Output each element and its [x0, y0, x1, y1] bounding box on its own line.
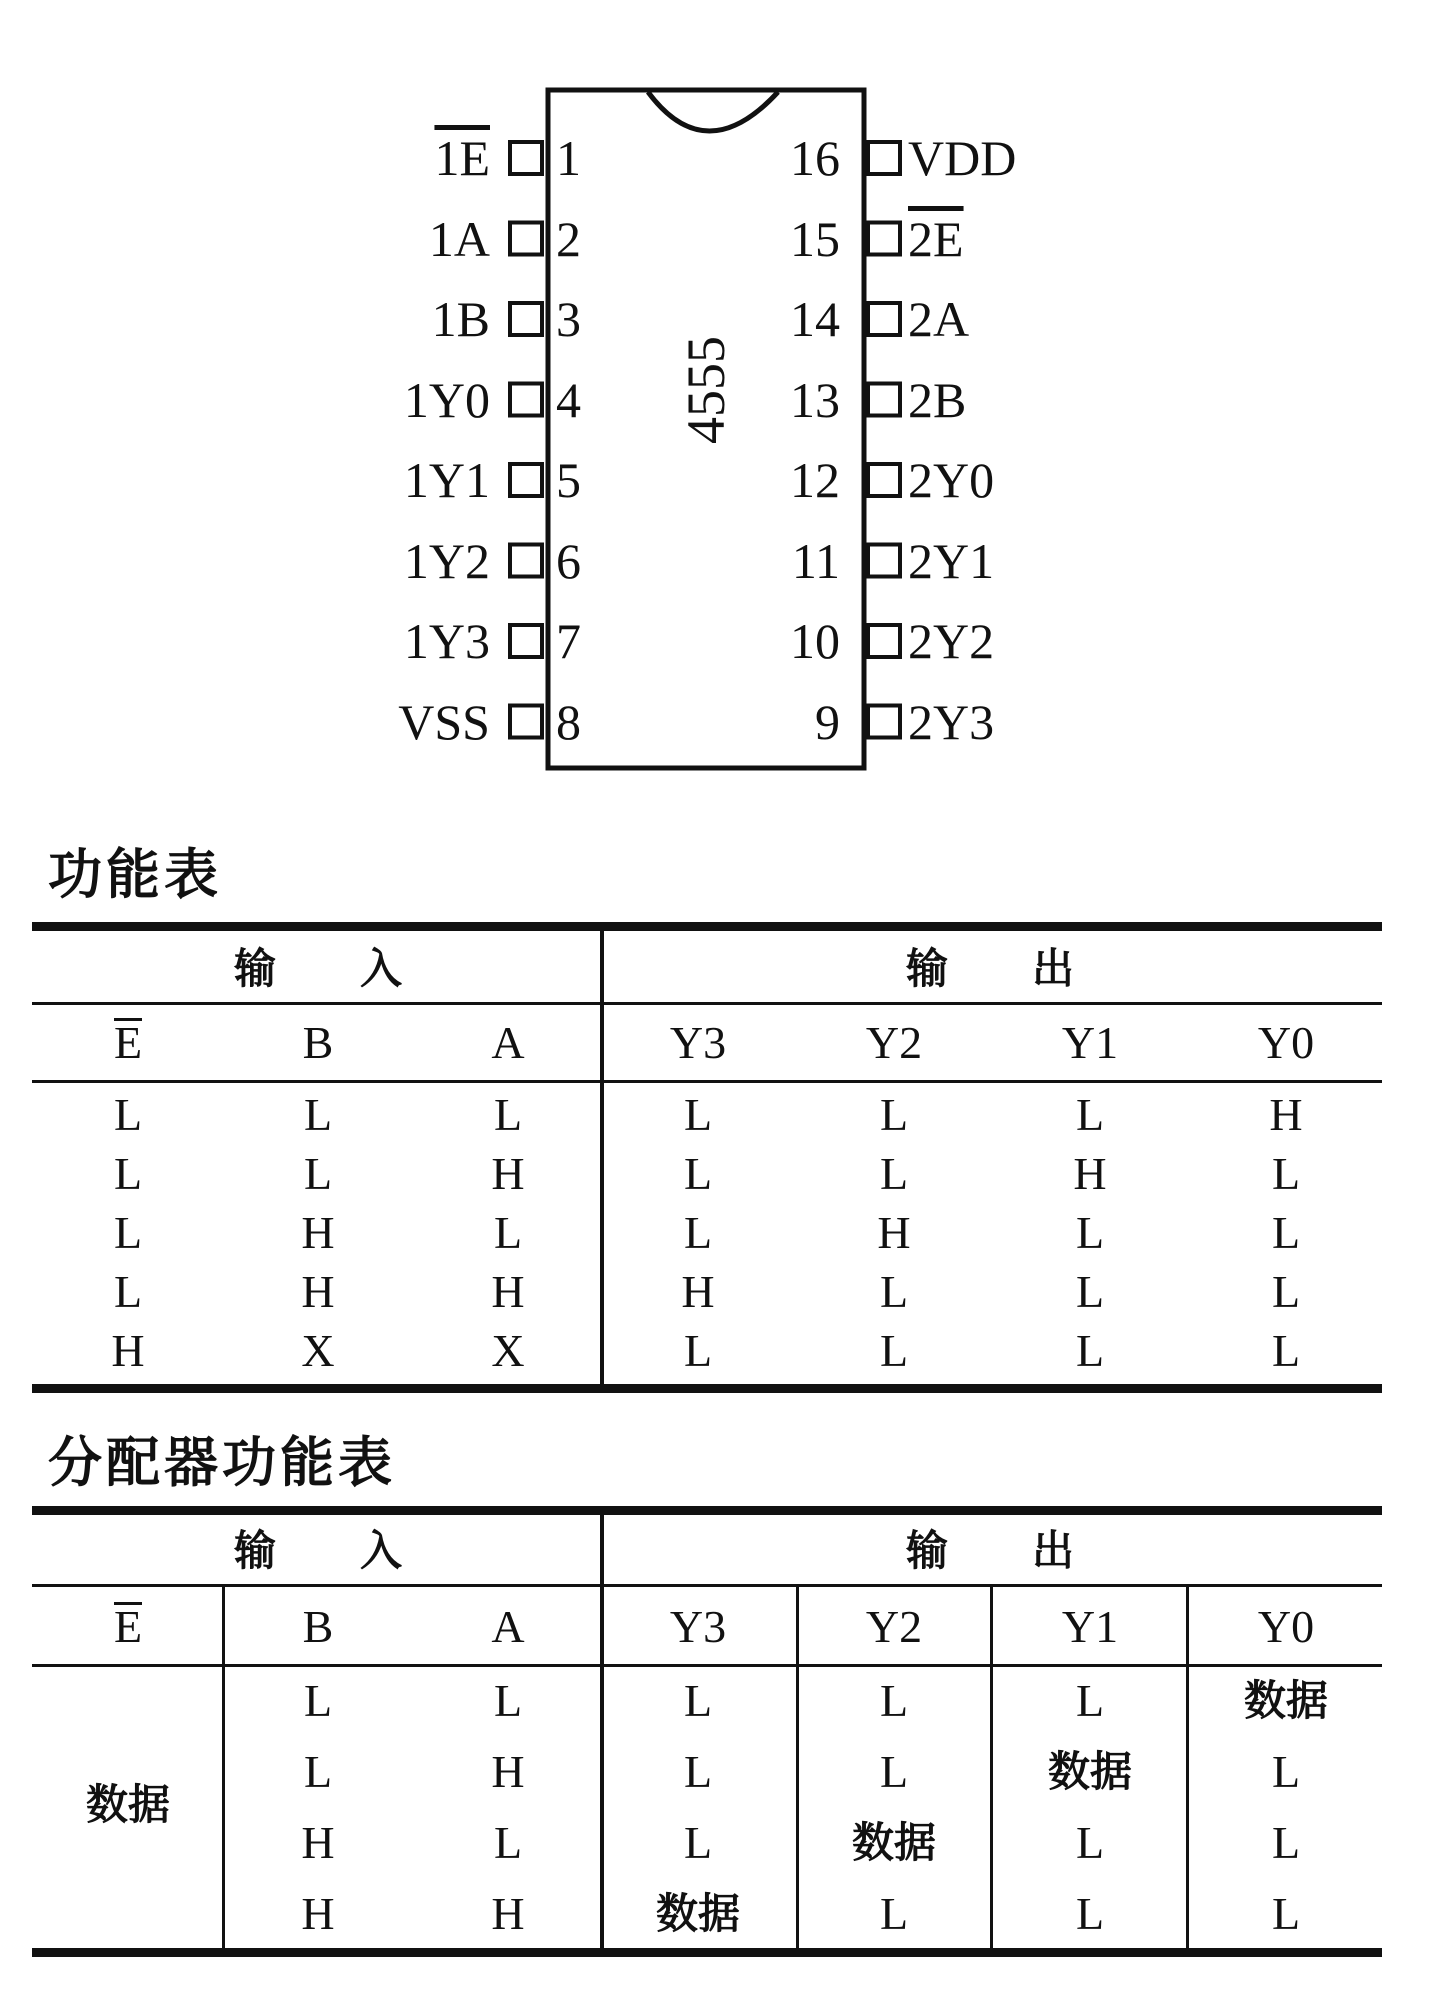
pin-box-right	[868, 142, 900, 174]
output-group-header: 输 出	[905, 944, 1074, 993]
table-cell: L	[113, 1266, 143, 1317]
table-cell: H	[491, 1266, 525, 1317]
header-rule	[32, 1002, 1382, 1005]
pin-number-left: 4	[556, 371, 581, 428]
table-cell: H	[301, 1888, 335, 1939]
table-cell: H	[301, 1817, 335, 1868]
pin-number-left: 6	[556, 532, 581, 589]
table-cell: L	[303, 1148, 333, 1199]
pin-label-left: 1Y0	[403, 371, 490, 428]
table-cell: L	[879, 1746, 909, 1797]
table-cell: L	[683, 1089, 713, 1140]
pin-number-right: 14	[790, 291, 840, 347]
pin-box-left	[510, 384, 542, 416]
y1-y0-divider	[1186, 1586, 1189, 1950]
pin-number-right: 11	[791, 532, 840, 589]
pin-label-right: 2A	[908, 291, 970, 347]
table-cell: H	[1269, 1089, 1303, 1140]
pin-box-right	[868, 545, 900, 577]
table-cell: L	[683, 1675, 713, 1726]
pin-number-left: 5	[556, 452, 581, 508]
table-cell: L	[113, 1207, 143, 1258]
table-cell: L	[1075, 1207, 1105, 1258]
header-rule	[32, 1584, 1382, 1587]
output-group-header: 输 出	[905, 1526, 1074, 1575]
table-cell: L	[879, 1888, 909, 1939]
pin-box-left	[510, 303, 542, 335]
table-cell: H	[877, 1207, 911, 1258]
table-cell: L	[1075, 1888, 1105, 1939]
pin-number-right: 10	[790, 613, 840, 669]
table-cell: L	[493, 1675, 523, 1726]
column-header: Y2	[865, 1017, 923, 1068]
pin-number-left: 8	[556, 693, 581, 750]
table-cell: L	[303, 1675, 333, 1726]
pin-box-left	[510, 142, 542, 174]
table-cell: L	[683, 1148, 713, 1199]
pin-label-right: VDD	[908, 130, 1017, 186]
column-header: Y1	[1061, 1601, 1119, 1652]
table-cell: L	[303, 1089, 333, 1140]
table-top-rule	[32, 1506, 1382, 1515]
pin-label-left: 1E	[434, 130, 490, 186]
chip-name: 4555	[676, 336, 736, 444]
pin-number-right: 15	[790, 210, 840, 267]
column-header-e: E	[113, 1601, 143, 1652]
pin-label-right: 2Y2	[908, 613, 995, 669]
table-cell: L	[1271, 1817, 1301, 1868]
e-data-cell: 数据	[85, 1780, 170, 1829]
column-header: B	[302, 1017, 334, 1068]
table-cell: L	[1075, 1266, 1105, 1317]
table-cell: H	[681, 1266, 715, 1317]
pin-number-left: 2	[556, 210, 581, 267]
y2-y1-divider	[990, 1586, 993, 1950]
table-cell: 数据	[1047, 1747, 1132, 1796]
column-header: A	[491, 1017, 525, 1068]
pin-box-right	[868, 384, 900, 416]
pin-box-right	[868, 706, 900, 738]
table-cell: H	[301, 1266, 335, 1317]
table-cell: L	[683, 1207, 713, 1258]
table-cell: L	[683, 1817, 713, 1868]
pin-box-right	[868, 464, 900, 496]
pin-box-right	[868, 625, 900, 657]
pin-label-left: 1Y3	[403, 613, 490, 669]
column-header: Y1	[1061, 1017, 1119, 1068]
table-cell: L	[1271, 1888, 1301, 1939]
column-header: Y0	[1257, 1601, 1315, 1652]
table-cell: 数据	[1243, 1676, 1328, 1725]
pin-box-left	[510, 464, 542, 496]
pin-box-left	[510, 706, 542, 738]
pin-box-left	[510, 545, 542, 577]
function-table-title: 功能表	[48, 843, 222, 906]
table-cell: L	[113, 1148, 143, 1199]
table-top-rule	[32, 922, 1382, 931]
pin-label-left: 1Y2	[403, 532, 490, 589]
table-bottom-rule	[32, 1948, 1382, 1957]
column-header: Y2	[865, 1601, 923, 1652]
table-cell: L	[1075, 1817, 1105, 1868]
pin-label-right: 2Y0	[908, 452, 995, 508]
input-group-header: 输 入	[233, 1526, 402, 1575]
table-cell: L	[879, 1089, 909, 1140]
table-cell: L	[1075, 1089, 1105, 1140]
pin-label-left: 1A	[428, 210, 490, 267]
pin-box-left	[510, 223, 542, 255]
pin-label-right: 2Y1	[908, 532, 995, 589]
table-cell: H	[111, 1325, 145, 1376]
table-cell: L	[683, 1746, 713, 1797]
pin-number-left: 1	[556, 130, 581, 186]
table-cell: L	[1271, 1207, 1301, 1258]
column-header: A	[491, 1601, 525, 1652]
table-cell: L	[683, 1325, 713, 1376]
input-output-divider	[600, 1514, 604, 1950]
pin-label-left: VSS	[398, 693, 490, 750]
table-cell: L	[493, 1817, 523, 1868]
table-cell: L	[879, 1148, 909, 1199]
pin-number-left: 3	[556, 291, 581, 347]
table-cell: L	[879, 1325, 909, 1376]
table-cell: X	[301, 1325, 335, 1376]
pin-label-right: 2Y3	[908, 693, 995, 750]
pin-label-left: 1Y1	[403, 452, 490, 508]
column-header: Y3	[669, 1017, 727, 1068]
table-cell: H	[301, 1207, 335, 1258]
table-cell: 数据	[655, 1889, 740, 1938]
y3-y2-divider	[796, 1586, 799, 1950]
input-group-header: 输 入	[233, 944, 402, 993]
column-header-rule	[32, 1080, 1382, 1083]
pin-box-right	[868, 303, 900, 335]
table-cell: 数据	[851, 1818, 936, 1867]
pin-box-left	[510, 625, 542, 657]
column-header	[53, 1598, 203, 1656]
table-cell: L	[303, 1746, 333, 1797]
ic-notch	[648, 92, 778, 131]
column-header-rule	[32, 1664, 1382, 1667]
pin-label-right: 2E	[908, 210, 964, 267]
table-cell: L	[493, 1089, 523, 1140]
pin-number-left: 7	[556, 613, 581, 669]
table-cell: L	[1075, 1675, 1105, 1726]
input-output-divider	[600, 930, 604, 1385]
pin-number-right: 16	[790, 130, 840, 186]
table-cell: L	[1271, 1266, 1301, 1317]
table-cell: L	[879, 1675, 909, 1726]
table-cell: H	[491, 1888, 525, 1939]
table-cell: L	[1271, 1325, 1301, 1376]
pin-box-right	[868, 223, 900, 255]
column-header: Y0	[1257, 1017, 1315, 1068]
table-bottom-rule	[32, 1384, 1382, 1393]
table-cell: L	[493, 1207, 523, 1258]
pin-number-right: 9	[815, 693, 840, 750]
table-cell: L	[113, 1089, 143, 1140]
pin-label-left: 1B	[431, 291, 490, 347]
column-header-e: E	[113, 1017, 143, 1068]
table-cell: L	[1075, 1325, 1105, 1376]
table-cell: L	[879, 1266, 909, 1317]
column-header	[53, 1014, 203, 1072]
table-cell: L	[1271, 1148, 1301, 1199]
column-header: B	[302, 1601, 334, 1652]
column-header: Y3	[669, 1601, 727, 1652]
table-cell: L	[1271, 1746, 1301, 1797]
pin-label-right: 2B	[908, 371, 967, 428]
e-column-divider	[222, 1586, 225, 1950]
pin-number-right: 13	[790, 371, 840, 428]
table-cell: H	[491, 1746, 525, 1797]
table-cell: X	[491, 1325, 525, 1376]
table-cell: H	[491, 1148, 525, 1199]
table-cell: H	[1073, 1148, 1107, 1199]
distributor-table-title: 分配器功能表	[48, 1431, 396, 1494]
pin-number-right: 12	[790, 452, 840, 508]
